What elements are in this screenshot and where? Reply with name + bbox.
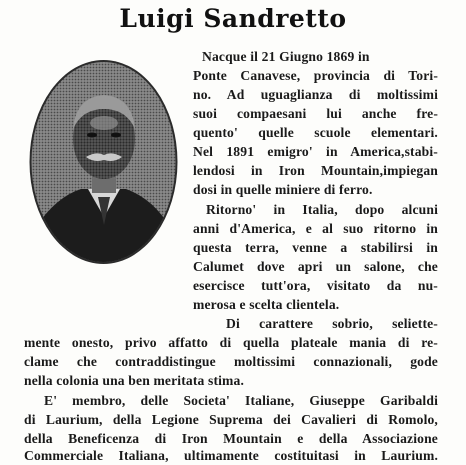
text-line-8: dosi in quelle miniere di ferro. [193, 182, 373, 197]
text-line-19: E' membro, delle Societa' Italiane, Giuseppe Garibaldi [44, 393, 438, 408]
text-line-7: lendosi in Iron Mountain,impiegan [193, 163, 438, 178]
text-line-21: della Beneficenza di Iron Mountain e della Associazione [24, 431, 438, 446]
text-line-14: merosa e scelta clientela. [193, 297, 340, 312]
article-title: Luigi Sandretto [119, 4, 347, 33]
text-line-12: Calumet dove apri un salone, che [193, 259, 438, 274]
text-line-6: Nel 1891 emigro' in America,stabi- [193, 144, 438, 159]
text-line-20: di Laurium, della Legione Suprema dei Cavalieri di Romolo, [24, 412, 438, 427]
text-line-11: questa terra, venne a stabilirsi in [193, 240, 438, 255]
text-line-22: Commerciale Italiana, ultimamente costituitasi in Laurium. [24, 448, 438, 463]
text-line-15: Di carattere sobrio, seliette- [226, 316, 438, 331]
text-line-18: nella colonia una ben meritata stima. [24, 373, 245, 388]
text-line-4: suoi compaesani lui anche fre- [193, 106, 438, 121]
text-line-9: Ritorno' in Italia, dopo alcuni [206, 202, 438, 217]
portrait-photo [26, 57, 181, 267]
text-line-17: clame che contraddistingue moltissimi connazionali, gode [24, 354, 438, 369]
text-line-5: quento' quelle scuole elementari. [193, 125, 438, 140]
text-line-10: anni d'America, e al suo ritorno in [193, 221, 438, 236]
text-line-2: Ponte Canavese, provincia di Tori- [193, 68, 438, 83]
text-line-1: Nacque il 21 Giugno 1869 in [202, 49, 370, 64]
text-line-13: esercisce tutt'ora, visitato da nu- [193, 278, 438, 293]
text-line-16: mente onesto, privo affatto di quella plateale mania di re- [24, 335, 438, 350]
text-line-3: no. Ad uguaglianza di moltissimi [193, 87, 438, 102]
